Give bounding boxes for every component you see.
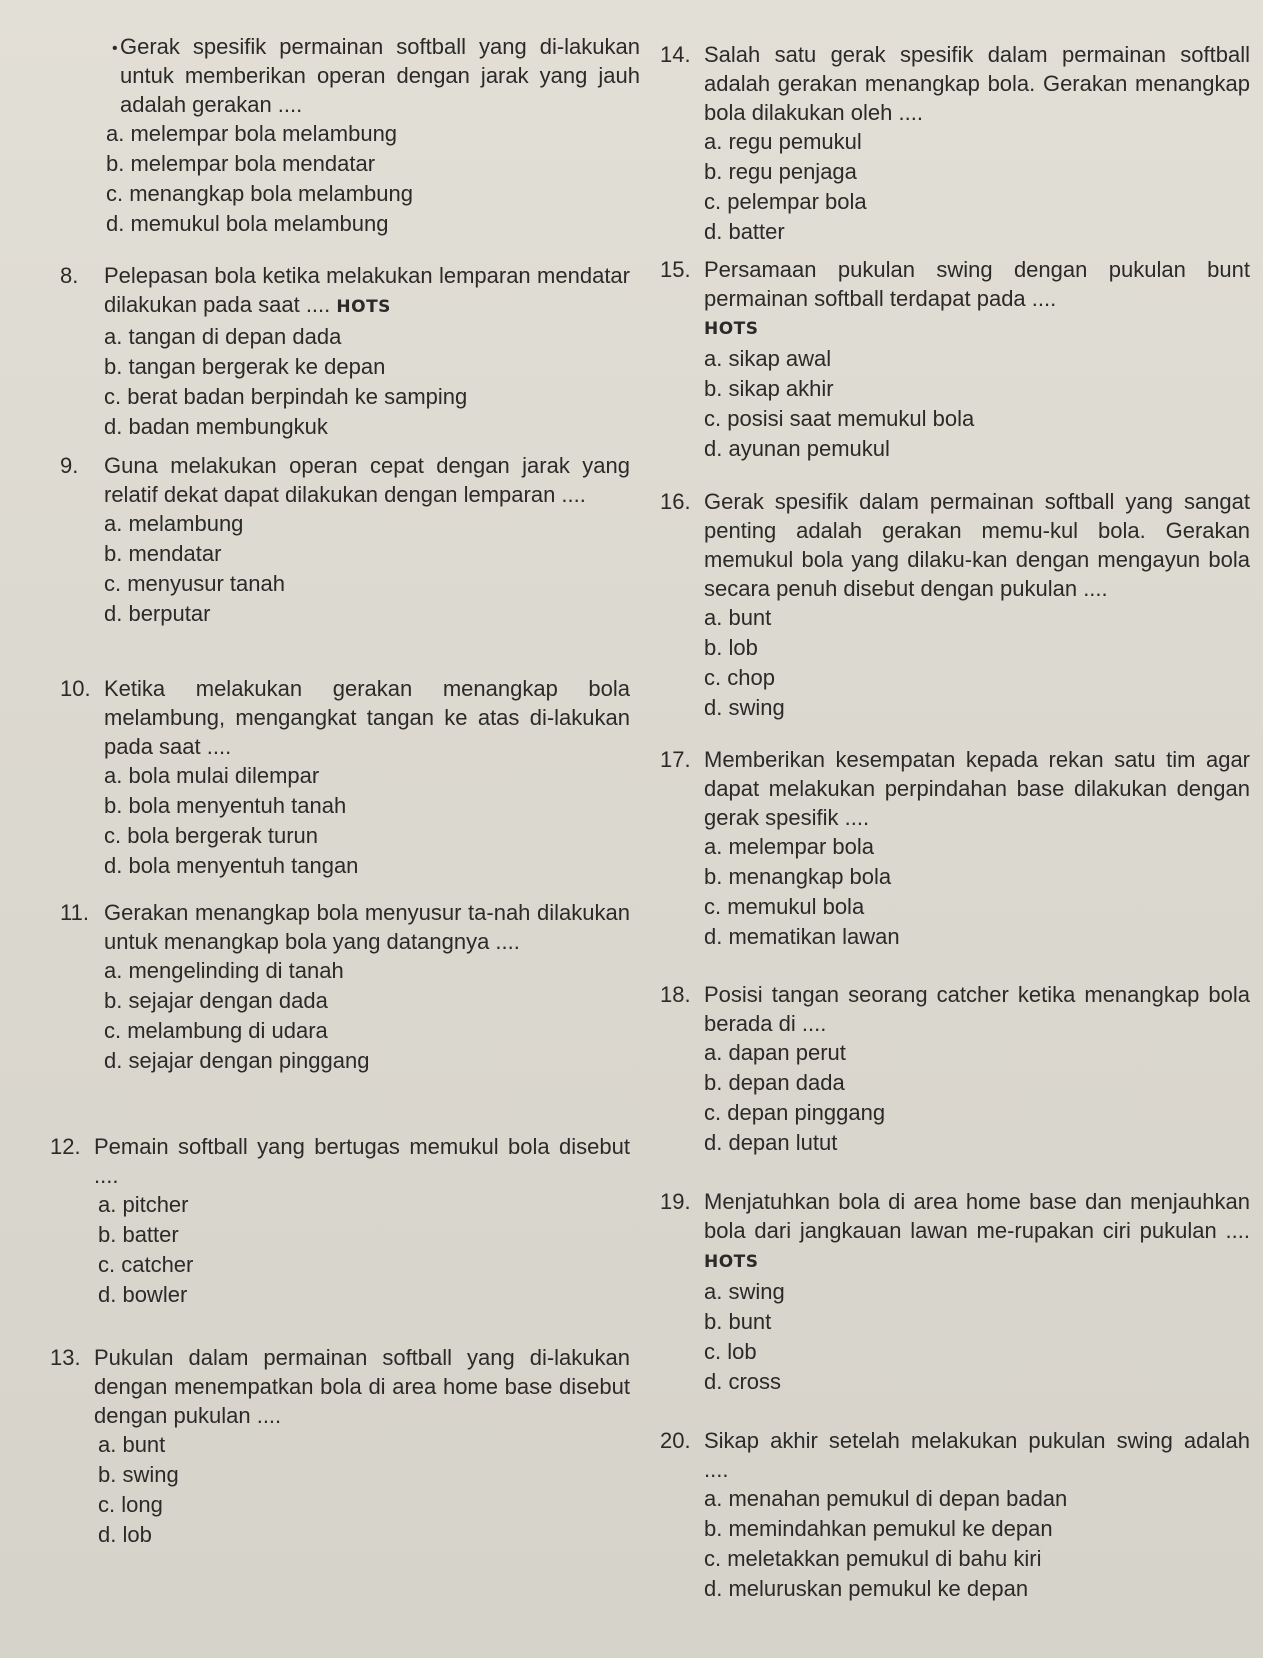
option-c: c. bola bergerak turun xyxy=(104,823,319,848)
option-c: c. posisi saat memukul bola xyxy=(704,406,975,431)
option-c: c. berat badan berpindah ke samping xyxy=(104,384,468,409)
option-c: c. menyusur tanah xyxy=(104,571,285,596)
option-d: d. ayunan pemukul xyxy=(704,436,890,461)
question-number: 17. xyxy=(660,747,691,772)
option-b: b. menangkap bola xyxy=(704,864,892,889)
option-a: a. regu pemukul xyxy=(704,129,862,154)
hots-badge: HOTS xyxy=(336,297,391,317)
option-a: a. pitcher xyxy=(98,1192,189,1217)
option-b: b. batter xyxy=(98,1222,179,1247)
option-a: a. melempar bola melambung xyxy=(106,121,398,146)
option-b: b. bola menyentuh tanah xyxy=(104,793,347,818)
question-stem: Gerak spesifik dalam permainan softball yang sangat penting adalah gerakan memu-kul bola. Gerakan memukul bola yang dilaku-kan dengan mengayun bola secara penuh disebut dengan pukulan .... xyxy=(704,489,1250,601)
option-a: a. swing xyxy=(704,1279,785,1304)
question-stem: Sikap akhir setelah melakukan pukulan swing adalah .... xyxy=(704,1428,1250,1482)
option-d: d. badan membungkuk xyxy=(104,414,328,439)
question-stem: Gerak spesifik permainan softball yang di-lakukan untuk memberikan operan dengan jarak yang jauh adalah gerakan .... xyxy=(120,34,640,117)
question-number: 14. xyxy=(660,42,691,67)
option-b: b. swing xyxy=(98,1462,179,1487)
question-stem: Pukulan dalam permainan softball yang di-lakukan dengan menempatkan bola di area home base disebut dengan pukulan .... xyxy=(94,1345,630,1428)
question-stem: Posisi tangan seorang catcher ketika menangkap bola berada di .... xyxy=(704,982,1250,1036)
option-a: a. bola mulai dilempar xyxy=(104,763,320,788)
question-number: 13. xyxy=(50,1345,81,1370)
option-c: c. menangkap bola melambung xyxy=(106,181,413,206)
option-d: d. sejajar dengan pinggang xyxy=(104,1048,370,1073)
question-12 xyxy=(50,1132,630,1310)
question-13 xyxy=(50,1343,630,1550)
option-d: d. meluruskan pemukul ke depan xyxy=(704,1576,1029,1601)
question-number: 20. xyxy=(660,1428,691,1453)
option-d: d. mematikan lawan xyxy=(704,924,900,949)
option-b: b. lob xyxy=(704,635,758,660)
option-b: b. bunt xyxy=(704,1309,772,1334)
question-stem: Ketika melakukan gerakan menangkap bola melambung, mengangkat tangan ke atas di-lakukan pada saat .... xyxy=(104,676,630,759)
option-c: c. lob xyxy=(704,1339,757,1364)
option-a: a. mengelinding di tanah xyxy=(104,958,344,983)
option-d: d. depan lutut xyxy=(704,1130,838,1155)
question-stem: Persamaan pukulan swing dengan pukulan bunt permainan softball terdapat pada .... xyxy=(704,257,1250,311)
question-stem: Pelepasan bola ketika melakukan lemparan mendatar dilakukan pada saat .... HOTS xyxy=(104,263,630,317)
option-b: b. mendatar xyxy=(104,541,222,566)
question-stem: Pemain softball yang bertugas memukul bola disebut .... xyxy=(94,1134,630,1188)
question-stem: Memberikan kesempatan kepada rekan satu tim agar dapat melakukan perpindahan base dilakukan dengan gerak spesifik .... xyxy=(704,747,1250,830)
option-a: a. melempar bola xyxy=(704,834,874,859)
question-stem: Guna melakukan operan cepat dengan jarak yang relatif dekat dapat dilakukan dengan lemparan .... xyxy=(104,453,630,507)
option-c: c. depan pinggang xyxy=(704,1100,886,1125)
question-number: 12. xyxy=(50,1134,81,1159)
question-stem: Salah satu gerak spesifik dalam permainan softball adalah gerakan menangkap bola. Gerakan menangkap bola dilakukan oleh .... xyxy=(704,42,1250,125)
question-number: 10. xyxy=(60,676,91,701)
question-number: 16. xyxy=(660,489,691,514)
question-number: 18. xyxy=(660,982,691,1007)
question-stem: Gerakan menangkap bola menyusur ta-nah dilakukan untuk menangkap bola yang datangnya .... xyxy=(104,900,630,954)
option-d: d. bola menyentuh tangan xyxy=(104,853,359,878)
option-c: c. melambung di udara xyxy=(104,1018,328,1043)
option-b: b. sejajar dengan dada xyxy=(104,988,328,1013)
option-b: b. regu penjaga xyxy=(704,159,857,184)
question-18 xyxy=(660,980,1250,1158)
question-16 xyxy=(660,487,1250,723)
question-number: 15. xyxy=(660,257,691,282)
option-a: a. sikap awal xyxy=(704,346,832,371)
question-14 xyxy=(660,40,1250,247)
option-b: b. memindahkan pemukul ke depan xyxy=(704,1516,1053,1541)
question-number: 8. xyxy=(60,263,79,288)
option-b: b. tangan bergerak ke depan xyxy=(104,354,386,379)
option-b: b. sikap akhir xyxy=(704,376,834,401)
question-number: 19. xyxy=(660,1189,691,1214)
option-a: a. menahan pemukul di depan badan xyxy=(704,1486,1068,1511)
hots-badge: HOTS xyxy=(704,1252,759,1272)
question-number: 11. xyxy=(60,900,89,925)
question-20 xyxy=(660,1426,1250,1604)
option-d: d. bowler xyxy=(98,1282,188,1307)
question-17 xyxy=(660,745,1250,952)
option-d: d. memukul bola melambung xyxy=(106,211,389,236)
option-c: c. chop xyxy=(704,665,775,690)
option-b: b. depan dada xyxy=(704,1070,845,1095)
option-c: c. long xyxy=(98,1492,163,1517)
option-b: b. melempar bola mendatar xyxy=(106,151,376,176)
option-c: c. memukul bola xyxy=(704,894,865,919)
question-11 xyxy=(60,898,630,1076)
question-9 xyxy=(60,451,630,629)
option-a: a. melambung xyxy=(104,511,244,536)
question-15 xyxy=(660,255,1250,464)
question-19 xyxy=(660,1187,1250,1397)
question-stem: Menjatuhkan bola di area home base dan menjauhkan bola dari jangkauan lawan me-rupakan ciri pukulan .... HOTS xyxy=(704,1189,1250,1272)
option-c: c. meletakkan pemukul di bahu kiri xyxy=(704,1546,1042,1571)
option-d: d. swing xyxy=(704,695,785,720)
option-a: a. tangan di depan dada xyxy=(104,324,342,349)
option-d: d. batter xyxy=(704,219,785,244)
option-c: c. pelempar bola xyxy=(704,189,867,214)
question-number: 9. xyxy=(60,453,79,478)
option-d: d. berputar xyxy=(104,601,211,626)
option-a: a. bunt xyxy=(704,605,772,630)
question-8 xyxy=(60,261,630,442)
question-10 xyxy=(60,674,630,881)
hots-badge: HOTS xyxy=(704,319,759,339)
option-d: d. lob xyxy=(98,1522,152,1547)
question-7 xyxy=(0,32,640,239)
option-d: d. cross xyxy=(704,1369,782,1394)
option-a: a. bunt xyxy=(98,1432,166,1457)
bullet-mark-icon: • xyxy=(112,40,118,57)
option-a: a. dapan perut xyxy=(704,1040,846,1065)
option-c: c. catcher xyxy=(98,1252,194,1277)
